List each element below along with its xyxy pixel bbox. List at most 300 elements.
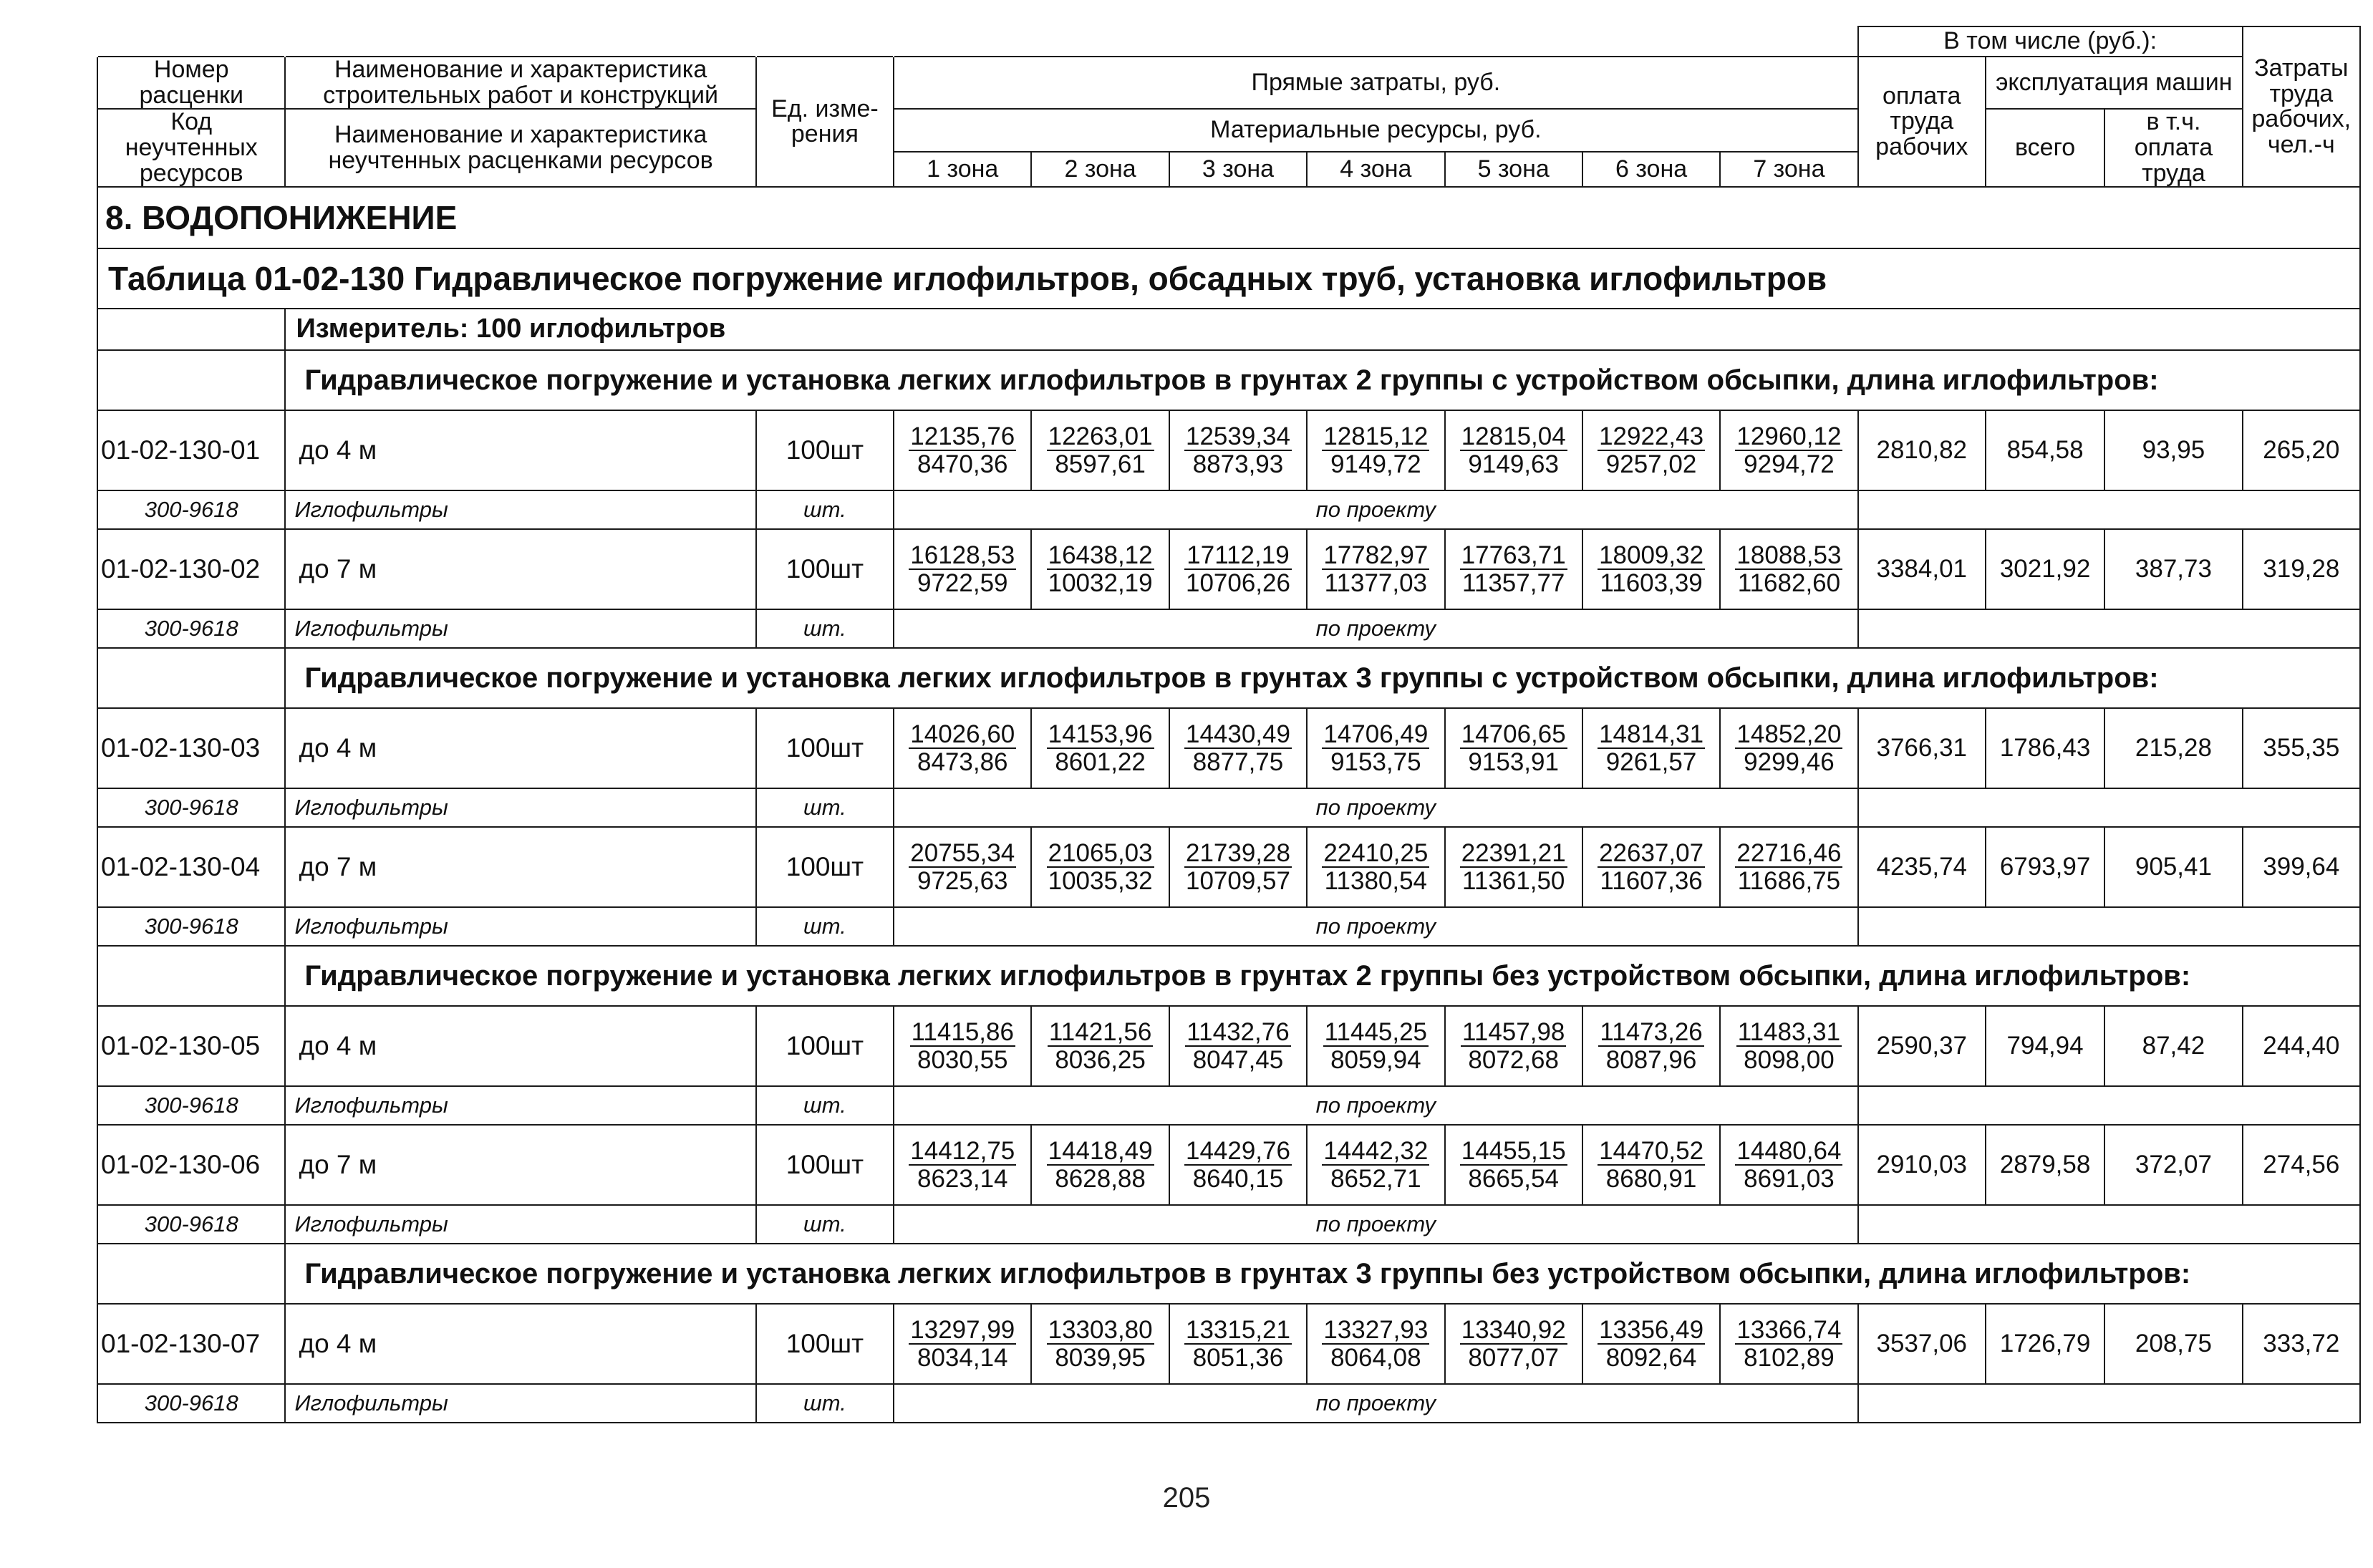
direct-cost-value: 13366,74	[1736, 1315, 1842, 1344]
direct-cost-value: 11445,25	[1324, 1017, 1428, 1046]
zone-header: 7 зона	[1720, 152, 1857, 187]
machines-total-value: 854,58	[1986, 410, 2104, 490]
zone-value	[1460, 543, 1567, 596]
zone-value	[1598, 1017, 1703, 1074]
rate-unit: 100шт	[756, 1125, 894, 1205]
material-cost-value: 9257,02	[1605, 450, 1697, 478]
zone-value	[1735, 1317, 1842, 1370]
direct-cost-value: 17763,71	[1461, 541, 1566, 569]
zone-value	[1047, 1317, 1154, 1370]
group-title: Гидравлическое погружение и установка легких иглофильтров в грунтах 3 группы без устройством обсыпки, длина иглофильтров:	[285, 1244, 2360, 1304]
direct-cost-value: 12263,01	[1048, 422, 1153, 450]
wages-value: 3766,31	[1858, 708, 1986, 788]
zone-cost-cell	[1445, 529, 1582, 609]
direct-cost-value: 17112,19	[1184, 543, 1292, 570]
zone-cost-cell	[1307, 410, 1444, 490]
resource-code: 300-9618	[97, 1384, 285, 1423]
direct-cost-value: 14026,60	[910, 720, 1015, 748]
estimate-table	[97, 26, 2361, 1423]
direct-cost-value: 11483,31	[1737, 1017, 1841, 1046]
zone-value	[1461, 1017, 1566, 1074]
machines-total-header: всего	[1986, 109, 2104, 187]
material-cost-value: 10706,26	[1185, 568, 1290, 597]
material-cost-value: 11607,36	[1600, 866, 1703, 895]
material-cost-value: 9722,59	[917, 568, 1008, 597]
direct-cost-value: 11432,76	[1186, 1017, 1290, 1046]
direct-cost-value: 14455,15	[1461, 1136, 1566, 1165]
rate-unit: 100шт	[756, 529, 894, 609]
direct-cost-value: 12815,04	[1461, 422, 1566, 450]
zone-value	[1047, 1138, 1154, 1191]
direct-cost-value: 21739,28	[1185, 838, 1290, 867]
direct-cost-value: 12539,34	[1185, 422, 1290, 450]
zone-cost-cell	[1445, 708, 1582, 788]
material-cost-value: 11686,75	[1737, 866, 1841, 895]
zone-header: 4 зона	[1307, 152, 1444, 187]
resource-name: Иглофильтры	[285, 1086, 755, 1125]
zone-value	[1184, 1317, 1292, 1370]
direct-cost-value: 14442,32	[1323, 1136, 1429, 1165]
material-cost-value: 8623,14	[917, 1164, 1008, 1193]
direct-cost-value: 14412,75	[910, 1136, 1015, 1165]
material-cost-value: 8652,71	[1330, 1164, 1421, 1193]
resource-name: Иглофильтры	[285, 1205, 755, 1244]
zone-value	[1598, 424, 1705, 477]
material-cost-value: 10035,32	[1048, 866, 1153, 895]
measure-label: Измеритель: 100 иглофильтров	[285, 309, 2360, 350]
zone-cost-cell	[1582, 1125, 1720, 1205]
direct-cost-value: 14852,20	[1736, 720, 1842, 748]
zone-value	[1735, 838, 1842, 895]
zone-cost-cell	[894, 1006, 1031, 1086]
zone-cost-cell	[1031, 708, 1169, 788]
direct-cost-value: 22410,25	[1323, 838, 1429, 867]
material-cost-value: 9153,91	[1468, 747, 1559, 776]
zone-value	[909, 543, 1016, 596]
rate-name: до 4 м	[285, 410, 755, 490]
resource-code: 300-9618	[97, 1086, 285, 1125]
rate-unit: 100шт	[756, 827, 894, 907]
zone-cost-cell	[894, 1304, 1031, 1384]
material-cost-value: 8034,14	[917, 1343, 1008, 1372]
rate-unit: 100шт	[756, 1006, 894, 1086]
zone-value	[1735, 722, 1842, 775]
machines-wages-value: 93,95	[2104, 410, 2242, 490]
empty-cell	[97, 648, 285, 708]
resource-code: 300-9618	[97, 490, 285, 529]
direct-cost-value: 12135,76	[910, 422, 1015, 450]
zone-value	[909, 424, 1016, 477]
direct-cost-value: 21065,03	[1048, 838, 1153, 867]
material-cost-value: 8064,08	[1330, 1343, 1421, 1372]
direct-cost-value: 22637,07	[1599, 838, 1704, 867]
material-cost-value: 8470,36	[917, 450, 1008, 478]
col-number-header: Номер расценки	[97, 57, 285, 109]
resource-row	[97, 788, 2360, 827]
labor-value: 265,20	[2243, 410, 2360, 490]
zone-cost-cell	[1307, 827, 1444, 907]
direct-cost-value: 20755,34	[910, 838, 1015, 867]
empty-cell	[1858, 490, 2360, 529]
wages-value: 3384,01	[1858, 529, 1986, 609]
zone-cost-cell	[1169, 1006, 1307, 1086]
resource-code: 300-9618	[97, 1205, 285, 1244]
resource-unit: шт.	[756, 1086, 894, 1125]
zone-cost-cell	[1720, 1125, 1857, 1205]
table-title: Таблица 01-02-130 Гидравлическое погружение иглофильтров, обсадных труб, установка иглофильтров	[97, 248, 2360, 309]
table-row	[97, 1006, 2360, 1086]
zone-header: 2 зона	[1031, 152, 1169, 187]
rate-unit: 100шт	[756, 1304, 894, 1384]
rate-code: 01-02-130-01	[97, 410, 285, 490]
zone-cost-cell	[1307, 1125, 1444, 1205]
group-title-row	[97, 648, 2360, 708]
col-name-res-header: Наименование и характеристика неучтенных расценками ресурсов	[285, 109, 755, 187]
direct-cost-value: 11473,26	[1600, 1017, 1703, 1046]
machines-wages-value: 208,75	[2104, 1304, 2242, 1384]
labor-header: Затраты труда рабочих, чел.-ч	[2243, 26, 2360, 187]
material-cost-value: 8036,25	[1055, 1045, 1146, 1074]
zone-value	[909, 722, 1016, 775]
zone-cost-cell	[1031, 1006, 1169, 1086]
zone-cost-cell	[1307, 1006, 1444, 1086]
materials-header: Материальные ресурсы, руб.	[894, 109, 1858, 152]
zone-value	[1047, 543, 1154, 596]
zone-cost-cell	[1031, 827, 1169, 907]
empty-cell	[97, 946, 285, 1006]
material-cost-value: 11682,60	[1737, 568, 1841, 597]
material-cost-value: 8039,95	[1055, 1343, 1146, 1372]
resource-unit: шт.	[756, 490, 894, 529]
group-title-row	[97, 350, 2360, 410]
resource-code: 300-9618	[97, 907, 285, 946]
incl-header: В том числе (руб.):	[1858, 26, 2243, 57]
direct-cost-value: 11457,98	[1462, 1017, 1565, 1046]
machines-total-value: 3021,92	[1986, 529, 2104, 609]
zone-cost-cell	[894, 1125, 1031, 1205]
direct-cost-value: 14429,76	[1185, 1136, 1290, 1165]
zone-cost-cell	[1445, 1006, 1582, 1086]
resource-row	[97, 1384, 2360, 1423]
zone-cost-cell	[1582, 1304, 1720, 1384]
resource-unit: шт.	[756, 1384, 894, 1423]
material-cost-value: 9725,63	[917, 866, 1008, 895]
zone-cost-cell	[1720, 708, 1857, 788]
table-row	[97, 708, 2360, 788]
material-cost-value: 8873,93	[1192, 450, 1284, 478]
resource-unit: шт.	[756, 788, 894, 827]
zone-cost-cell	[1720, 1304, 1857, 1384]
resource-note: по проекту	[894, 788, 1858, 827]
empty-cell	[97, 1244, 285, 1304]
zone-value	[1184, 722, 1292, 775]
direct-cost-value: 22391,21	[1461, 838, 1566, 867]
zone-value	[1047, 722, 1154, 775]
zone-value	[1460, 838, 1567, 895]
table-row	[97, 1125, 2360, 1205]
group-title: Гидравлическое погружение и установка легких иглофильтров в грунтах 2 группы с устройством обсыпки, длина иглофильтров:	[285, 350, 2360, 410]
material-cost-value: 10032,19	[1048, 568, 1153, 597]
material-cost-value: 8473,86	[917, 747, 1008, 776]
material-cost-value: 9294,72	[1744, 450, 1835, 478]
zone-cost-cell	[1307, 708, 1444, 788]
resource-unit: шт.	[756, 907, 894, 946]
resource-note: по проекту	[894, 1205, 1858, 1244]
wages-value: 2590,37	[1858, 1006, 1986, 1086]
resource-note: по проекту	[894, 1086, 1858, 1125]
table-row	[97, 529, 2360, 609]
zone-value	[1736, 1017, 1842, 1074]
zone-header: 5 зона	[1445, 152, 1582, 187]
zone-value	[1184, 838, 1292, 895]
material-cost-value: 9299,46	[1744, 747, 1835, 776]
rate-code: 01-02-130-02	[97, 529, 285, 609]
zone-value	[1460, 424, 1567, 477]
material-cost-value: 9149,72	[1330, 450, 1421, 478]
zone-cost-cell	[1720, 1006, 1857, 1086]
rate-code: 01-02-130-05	[97, 1006, 285, 1086]
rate-code: 01-02-130-04	[97, 827, 285, 907]
direct-cost-value: 17782,97	[1323, 541, 1429, 569]
resource-name: Иглофильтры	[285, 788, 755, 827]
rate-name: до 7 м	[285, 529, 755, 609]
material-cost-value: 8087,96	[1605, 1045, 1697, 1074]
empty-cell	[1858, 609, 2360, 648]
empty-cell	[1858, 1205, 2360, 1244]
zone-cost-cell	[1031, 1304, 1169, 1384]
direct-cost-value: 18088,53	[1736, 541, 1842, 569]
direct-cost-value: 11421,56	[1048, 1017, 1152, 1046]
rate-unit: 100шт	[756, 708, 894, 788]
material-cost-value: 11357,77	[1462, 568, 1565, 597]
labor-value: 399,64	[2243, 827, 2360, 907]
zone-cost-cell	[1445, 1125, 1582, 1205]
zone-value	[1048, 1017, 1153, 1074]
direct-cost-value: 14480,64	[1736, 1136, 1842, 1165]
resource-note: по проекту	[894, 490, 1858, 529]
zone-value	[1460, 1138, 1567, 1191]
material-cost-value: 8077,07	[1468, 1343, 1559, 1372]
resource-code: 300-9618	[97, 609, 285, 648]
direct-costs-header: Прямые затраты, руб.	[894, 57, 1858, 109]
material-cost-value: 8098,00	[1744, 1045, 1835, 1074]
zone-value	[909, 1138, 1016, 1191]
direct-cost-value: 18009,32	[1599, 541, 1704, 569]
rate-name: до 4 м	[285, 1304, 755, 1384]
material-cost-value: 8877,75	[1192, 747, 1284, 776]
empty-cell	[1858, 1384, 2360, 1423]
resource-name: Иглофильтры	[285, 609, 755, 648]
direct-cost-value: 16438,12	[1048, 541, 1153, 569]
resource-note: по проекту	[894, 609, 1858, 648]
empty-cell	[1858, 1086, 2360, 1125]
wages-value: 3537,06	[1858, 1304, 1986, 1384]
resource-note: по проекту	[894, 1384, 1858, 1423]
machines-wages-value: 87,42	[2104, 1006, 2242, 1086]
zone-cost-cell	[1445, 410, 1582, 490]
direct-cost-value: 12815,12	[1323, 422, 1429, 450]
wages-header: оплата труда рабочих	[1858, 57, 1986, 187]
col-code-res-header: Код неучтенных ресурсов	[97, 109, 285, 187]
material-cost-value: 11377,03	[1324, 568, 1428, 597]
page-number: 205	[1162, 1482, 1211, 1514]
rate-code: 01-02-130-07	[97, 1304, 285, 1384]
machines-wages-value: 215,28	[2104, 708, 2242, 788]
zone-cost-cell	[1169, 1304, 1307, 1384]
rate-code: 01-02-130-06	[97, 1125, 285, 1205]
zone-value	[1184, 543, 1292, 596]
resource-note: по проекту	[894, 907, 1858, 946]
group-title-row	[97, 946, 2360, 1006]
zone-cost-cell	[894, 529, 1031, 609]
resource-row	[97, 490, 2360, 529]
machines-total-value: 6793,97	[1986, 827, 2104, 907]
direct-cost-value: 14153,96	[1048, 720, 1153, 748]
rate-code: 01-02-130-03	[97, 708, 285, 788]
material-cost-value: 8051,36	[1192, 1343, 1284, 1372]
resource-unit: шт.	[756, 609, 894, 648]
direct-cost-value: 13315,21	[1185, 1315, 1290, 1344]
group-title: Гидравлическое погружение и установка легких иглофильтров в грунтах 3 группы с устройством обсыпки, длина иглофильтров:	[285, 648, 2360, 708]
direct-cost-value: 14418,49	[1048, 1136, 1153, 1165]
zone-cost-cell	[1582, 827, 1720, 907]
machines-wages-header: в т.ч. оплата труда	[2104, 109, 2242, 187]
direct-cost-value: 13303,80	[1048, 1315, 1153, 1344]
zone-value	[1322, 543, 1429, 596]
zone-header: 6 зона	[1582, 152, 1720, 187]
material-cost-value: 11603,39	[1600, 568, 1703, 597]
direct-cost-value: 13327,93	[1323, 1315, 1429, 1344]
zone-cost-cell	[1582, 708, 1720, 788]
zone-cost-cell	[1307, 529, 1444, 609]
material-cost-value: 8072,68	[1468, 1045, 1559, 1074]
labor-value: 355,35	[2243, 708, 2360, 788]
resource-name: Иглофильтры	[285, 1384, 755, 1423]
zone-cost-cell	[1169, 410, 1307, 490]
rate-name: до 4 м	[285, 1006, 755, 1086]
labor-value: 319,28	[2243, 529, 2360, 609]
material-cost-value: 9261,57	[1605, 747, 1697, 776]
zone-value	[1598, 722, 1705, 775]
material-cost-value: 11361,50	[1462, 866, 1565, 895]
zone-value	[909, 1317, 1016, 1370]
direct-cost-value: 14706,49	[1323, 720, 1429, 748]
direct-cost-value: 14814,31	[1599, 720, 1704, 748]
zone-cost-cell	[894, 410, 1031, 490]
group-title-row	[97, 1244, 2360, 1304]
zone-cost-cell	[1582, 1006, 1720, 1086]
resource-row	[97, 1086, 2360, 1125]
zone-value	[910, 1017, 1015, 1074]
material-cost-value: 8665,54	[1468, 1164, 1559, 1193]
zone-cost-cell	[1031, 1125, 1169, 1205]
resource-row	[97, 609, 2360, 648]
machines-wages-value: 387,73	[2104, 529, 2242, 609]
material-cost-value: 11380,54	[1324, 866, 1428, 895]
resource-row	[97, 907, 2360, 946]
table-row	[97, 410, 2360, 490]
col-name-header: Наименование и характеристика строительных работ и конструкций	[285, 57, 755, 109]
machines-total-value: 794,94	[1986, 1006, 2104, 1086]
wages-value: 2810,82	[1858, 410, 1986, 490]
direct-cost-value: 13356,49	[1599, 1315, 1704, 1344]
zone-header: 3 зона	[1169, 152, 1307, 187]
zone-value	[1047, 838, 1154, 895]
zone-cost-cell	[1169, 1125, 1307, 1205]
material-cost-value: 8092,64	[1605, 1343, 1697, 1372]
direct-cost-value: 14706,65	[1461, 720, 1566, 748]
zone-cost-cell	[1031, 410, 1169, 490]
resource-name: Иглофильтры	[285, 907, 755, 946]
zone-value	[1047, 424, 1154, 477]
zone-cost-cell	[1720, 410, 1857, 490]
zone-cost-cell	[1720, 827, 1857, 907]
material-cost-value: 8640,15	[1192, 1164, 1284, 1193]
material-cost-value: 10709,57	[1185, 866, 1290, 895]
machines-total-value: 2879,58	[1986, 1125, 2104, 1205]
zone-value	[1460, 1317, 1567, 1370]
labor-value: 274,56	[2243, 1125, 2360, 1205]
direct-cost-value: 14430,49	[1185, 720, 1290, 748]
zone-value	[1735, 1138, 1842, 1191]
zone-value	[1185, 1017, 1290, 1074]
zone-value	[1323, 1017, 1429, 1074]
material-cost-value: 8628,88	[1055, 1164, 1146, 1193]
section-title: 8. ВОДОПОНИЖЕНИЕ	[97, 187, 2360, 248]
material-cost-value: 8059,94	[1330, 1045, 1421, 1074]
zone-value	[1322, 1138, 1429, 1191]
direct-cost-value: 12922,43	[1599, 422, 1704, 450]
material-cost-value: 9149,63	[1468, 450, 1559, 478]
table-row	[97, 1304, 2360, 1384]
zone-cost-cell	[1445, 827, 1582, 907]
material-cost-value: 8102,89	[1744, 1343, 1835, 1372]
material-cost-value: 9153,75	[1330, 747, 1421, 776]
direct-cost-value: 14470,52	[1599, 1136, 1704, 1165]
rate-name: до 7 м	[285, 1125, 755, 1205]
material-cost-value: 8030,55	[917, 1045, 1008, 1074]
machines-wages-value: 905,41	[2104, 827, 2242, 907]
empty-cell	[97, 350, 285, 410]
direct-cost-value: 12960,12	[1736, 422, 1842, 450]
zone-cost-cell	[1031, 529, 1169, 609]
zone-cost-cell	[1582, 410, 1720, 490]
resource-code: 300-9618	[97, 788, 285, 827]
resource-row	[97, 1205, 2360, 1244]
zone-value	[1735, 424, 1842, 477]
col-unit-header: Ед. изме-рения	[756, 57, 894, 187]
wages-value: 4235,74	[1858, 827, 1986, 907]
zone-value	[1322, 838, 1429, 895]
zone-cost-cell	[1307, 1304, 1444, 1384]
direct-cost-value: 13297,99	[910, 1315, 1015, 1344]
labor-value: 244,40	[2243, 1006, 2360, 1086]
rate-unit: 100шт	[756, 410, 894, 490]
direct-cost-value: 22716,46	[1736, 838, 1842, 867]
zone-cost-cell	[1169, 827, 1307, 907]
material-cost-value: 8691,03	[1744, 1164, 1835, 1193]
machines-total-value: 1726,79	[1986, 1304, 2104, 1384]
resource-unit: шт.	[756, 1205, 894, 1244]
direct-cost-value: 13340,92	[1461, 1315, 1566, 1344]
table-row	[97, 827, 2360, 907]
zone-value	[1735, 543, 1842, 596]
rate-name: до 7 м	[285, 827, 755, 907]
labor-value: 333,72	[2243, 1304, 2360, 1384]
material-cost-value: 8680,91	[1605, 1164, 1697, 1193]
zone-value	[1184, 1138, 1292, 1191]
rate-name: до 4 м	[285, 708, 755, 788]
